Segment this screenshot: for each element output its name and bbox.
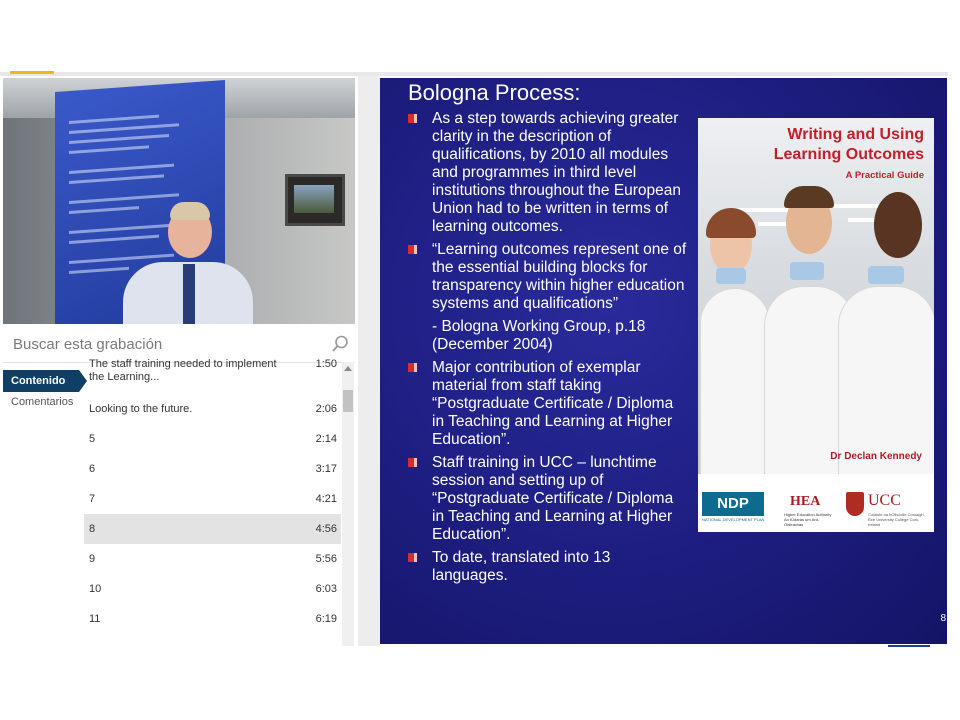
- top-strip: [0, 72, 948, 76]
- quote-source: - Bologna Working Group, p.18 (December 2004): [432, 318, 646, 353]
- bullet-square-icon: [408, 245, 417, 254]
- presenter-tie: [183, 264, 195, 324]
- bullet-square-icon: [408, 553, 417, 562]
- list-item-selected[interactable]: [84, 514, 341, 544]
- presenter-hair: [170, 202, 210, 220]
- student-right-face: [874, 192, 922, 258]
- list-item[interactable]: [84, 544, 341, 574]
- scrollbar-thumb[interactable]: [343, 390, 353, 412]
- side-tabs: [3, 370, 83, 408]
- list-item-title: The staff training needed to implement the Learning...: [89, 358, 277, 383]
- hea-logo-subtitle: Higher Education Authority An tÚdarás um Ard-Oideachas: [784, 512, 832, 527]
- ucc-crest-icon: [846, 492, 864, 516]
- list-item-title: 6: [89, 463, 96, 475]
- list-item-title: 10: [89, 583, 102, 595]
- list-item-time: 1:50: [315, 358, 337, 370]
- student-middle-mask: [790, 262, 824, 280]
- ucc-logo: UCC: [868, 492, 901, 509]
- slide-bullet: As a step towards achieving greater clarity in the description of qualifications, by 2010 all modules and programmes in third level institutions throughout the European Union had to be written in terms of learning outcomes.: [408, 110, 688, 236]
- slide-title: Bologna Process:: [408, 80, 581, 105]
- list-item-time: 4:56: [315, 523, 337, 535]
- tab-comments[interactable]: Comentarios: [11, 396, 74, 408]
- list-item-title: 8: [89, 523, 96, 535]
- list-item-time: 3:17: [315, 463, 337, 475]
- list-item-title: Looking to the future.: [89, 403, 193, 415]
- search-icon[interactable]: [331, 335, 349, 353]
- list-item[interactable]: [84, 574, 341, 604]
- slide-bullet: Major contribution of exemplar material from staff taking “Postgraduate Certificate / Diploma in Teaching and Learning at Higher Education”.: [408, 359, 688, 449]
- bottom-accent-line: [888, 645, 930, 647]
- ndp-logo-subtitle: NATIONAL DEVELOPMENT PLAN: [702, 517, 765, 522]
- slide-gutter: [358, 76, 380, 646]
- list-item-title: 7: [89, 493, 96, 505]
- tab-contents[interactable]: Contenido: [3, 370, 79, 392]
- list-scrollbar[interactable]: [342, 362, 354, 646]
- list-item[interactable]: [84, 394, 341, 424]
- sponsor-logos: [698, 474, 934, 532]
- book-author: Dr Declan Kennedy: [830, 451, 922, 462]
- list-item-time: 6:03: [315, 583, 337, 595]
- student-left-coat: [700, 288, 770, 476]
- bullet-square-icon: [408, 363, 417, 372]
- slide-bullet: “Learning outcomes represent one of the essential building blocks for transparency within higher education systems and qualifications”: [408, 241, 688, 313]
- wall-picture: [285, 174, 345, 226]
- top-accent-bar: [10, 71, 54, 74]
- list-item[interactable]: [84, 356, 341, 388]
- list-item[interactable]: [84, 604, 341, 634]
- slide-page-number: 8: [940, 613, 946, 624]
- book-subtitle: A Practical Guide: [845, 170, 924, 181]
- contents-list: [84, 356, 341, 646]
- book-cover: [698, 118, 934, 532]
- ucc-logo-subtitle: Coláiste na hOllscoile Corcaigh, Éire University College Cork, Ireland: [868, 512, 925, 527]
- book-title-line1: Writing and Using: [787, 126, 924, 143]
- video-player[interactable]: [3, 78, 355, 324]
- bullet-square-icon: [408, 114, 417, 123]
- list-item[interactable]: [84, 454, 341, 484]
- list-item-time: 2:06: [315, 403, 337, 415]
- list-item-time: 2:14: [315, 433, 337, 445]
- presentation-slide: [380, 78, 947, 644]
- list-item[interactable]: [84, 424, 341, 454]
- scroll-up-arrow-icon[interactable]: [344, 366, 352, 371]
- student-left-mask: [716, 268, 746, 284]
- slide-bullet: To date, translated into 13 languages.: [408, 549, 688, 585]
- book-title-line2: Learning Outcomes: [773, 146, 924, 163]
- student-right-coat: [838, 286, 934, 476]
- bullet-square-icon: [408, 458, 417, 467]
- slide-bullet: Staff training in UCC – lunchtime session and setting up of “Postgraduate Certificate / Diploma in Teaching and Learning at Higher Education”.: [408, 454, 688, 544]
- list-item[interactable]: [84, 484, 341, 514]
- list-item-time: 4:21: [315, 493, 337, 505]
- list-item-time: 6:19: [315, 613, 337, 625]
- search-input[interactable]: [11, 332, 315, 356]
- student-right-mask: [868, 266, 904, 284]
- student-middle-hair: [784, 186, 834, 208]
- list-item-time: 5:56: [315, 553, 337, 565]
- ndp-logo: NDP: [702, 492, 764, 516]
- list-item-title: 9: [89, 553, 96, 565]
- list-item-title: 11: [89, 613, 101, 625]
- list-item-title: 5: [89, 433, 96, 445]
- hea-logo: HEA: [790, 494, 821, 509]
